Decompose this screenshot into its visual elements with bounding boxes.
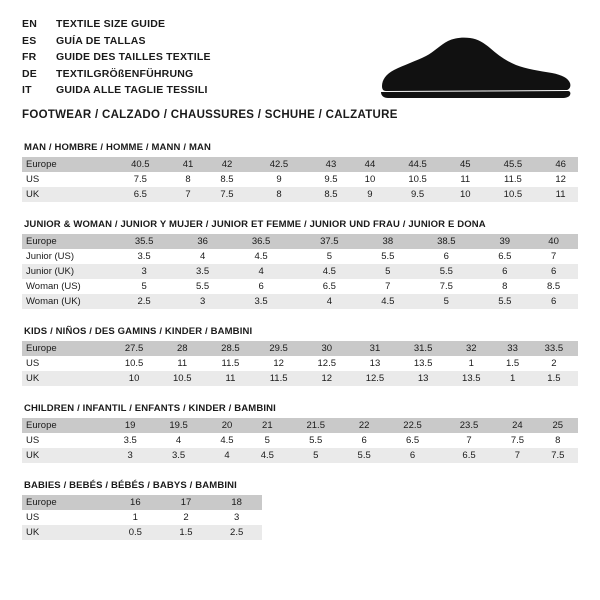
cell: 6 (412, 249, 480, 264)
cell: 39 (480, 234, 529, 249)
cell: 8 (249, 187, 310, 202)
cell: 7 (497, 448, 537, 463)
cell: 4 (207, 448, 247, 463)
cell: 7.5 (497, 433, 537, 448)
cell: 8.5 (529, 279, 578, 294)
size-table-children (22, 418, 578, 463)
cell: 3 (211, 510, 262, 525)
language-code: FR (22, 51, 37, 63)
cell: 4 (227, 264, 295, 279)
cell: 3.5 (227, 294, 295, 309)
language-row (22, 49, 211, 66)
cell: 4 (150, 433, 206, 448)
language-title: TEXTILGRÖßENFÜHRUNG (56, 67, 194, 80)
language-row (22, 82, 211, 99)
table-row (22, 495, 262, 510)
cell: 5.5 (412, 264, 480, 279)
row-label: UK (22, 448, 110, 463)
language-title: GUIDA ALLE TAGLIE TESSILI (56, 84, 208, 96)
cell: 5.5 (480, 294, 529, 309)
cell: 30 (303, 341, 351, 356)
row-label: Woman (US) (22, 279, 110, 294)
cell: 29.5 (255, 341, 303, 356)
cell: 4 (295, 294, 363, 309)
language-row (22, 33, 211, 50)
cell: 3.5 (110, 249, 178, 264)
cell: 6 (344, 433, 384, 448)
cell: 5 (247, 433, 287, 448)
section-title: BABIES / BEBÉS / BÉBÉS / BABYS / BAMBINI (24, 480, 237, 491)
cell: 38 (363, 234, 412, 249)
cell: 18 (211, 495, 262, 510)
cell: 3.5 (110, 433, 150, 448)
cell: 44 (353, 157, 388, 172)
cell: 1 (110, 510, 161, 525)
table-row (22, 172, 578, 187)
language-title-list (22, 16, 211, 99)
table-row (22, 157, 578, 172)
cell: 13 (351, 356, 399, 371)
cell: 13.5 (447, 371, 495, 386)
table-row (22, 510, 262, 525)
cell: 1.5 (530, 371, 578, 386)
cell: 12.5 (351, 371, 399, 386)
cell: 45.5 (483, 157, 544, 172)
cell: 3 (110, 264, 178, 279)
cell: 3 (178, 294, 227, 309)
cell: 5.5 (178, 279, 227, 294)
cell: 10.5 (483, 187, 544, 202)
section-kids (22, 326, 578, 386)
cell: 11 (543, 187, 578, 202)
cell: 13.5 (399, 356, 447, 371)
cell: 6 (480, 264, 529, 279)
cell: 4.5 (247, 448, 287, 463)
cell: 6 (227, 279, 295, 294)
cell: 10.5 (110, 356, 158, 371)
cell: 7 (171, 187, 206, 202)
language-title: GUÍA DE TALLAS (56, 34, 146, 47)
cell: 5 (412, 294, 480, 309)
row-label: US (22, 510, 110, 525)
cell: 2.5 (110, 294, 178, 309)
section-title: CHILDREN / INFANTIL / ENFANTS / KINDER / BAMBINI (24, 403, 276, 414)
cell: 5.5 (363, 249, 412, 264)
cell: 11 (158, 356, 206, 371)
cell: 11.5 (206, 356, 254, 371)
cell: 42.5 (249, 157, 310, 172)
language-code: ES (22, 34, 37, 47)
section-man (22, 142, 578, 202)
row-label: US (22, 356, 110, 371)
cell: 10 (353, 172, 388, 187)
cell: 40 (529, 234, 578, 249)
cell: 40.5 (110, 157, 171, 172)
row-label: Europe (22, 341, 110, 356)
cell: 2 (530, 356, 578, 371)
cell: 4 (178, 249, 227, 264)
cell: 19.5 (150, 418, 206, 433)
cell: 2 (161, 510, 212, 525)
cell: 13 (399, 371, 447, 386)
cell: 5.5 (288, 433, 344, 448)
row-label: UK (22, 371, 110, 386)
cell: 9.5 (387, 187, 448, 202)
table-row (22, 448, 578, 463)
cell: 6 (529, 294, 578, 309)
row-label: Woman (UK) (22, 294, 110, 309)
table-row (22, 433, 578, 448)
cell: 27.5 (110, 341, 158, 356)
size-table-body (22, 341, 578, 386)
cell: 4.5 (363, 294, 412, 309)
language-code: EN (22, 18, 37, 30)
cell: 1 (447, 356, 495, 371)
table-row (22, 249, 578, 264)
cell: 3.5 (178, 264, 227, 279)
cell: 5 (295, 249, 363, 264)
cell: 1 (495, 371, 529, 386)
table-row (22, 279, 578, 294)
cell: 45 (448, 157, 483, 172)
cell: 25 (538, 418, 578, 433)
cell: 38.5 (412, 234, 480, 249)
header (22, 16, 578, 121)
cell: 9 (353, 187, 388, 202)
cell: 36 (178, 234, 227, 249)
table-row (22, 356, 578, 371)
cell: 24 (497, 418, 537, 433)
section-junior-woman (22, 219, 578, 309)
cell: 21 (247, 418, 287, 433)
row-label: Europe (22, 157, 110, 172)
cell: 4.5 (207, 433, 247, 448)
section-children (22, 403, 578, 463)
cell: 7 (363, 279, 412, 294)
cell: 8 (538, 433, 578, 448)
cell: 3 (110, 448, 150, 463)
size-table-kids (22, 341, 578, 386)
dress-shoe-icon (374, 34, 574, 104)
cell: 12.5 (303, 356, 351, 371)
language-title: TEXTILE SIZE GUIDE (56, 18, 166, 30)
cell: 19 (110, 418, 150, 433)
size-table-junior-woman (22, 234, 578, 309)
language-title-list-body (22, 16, 211, 99)
cell: 44.5 (387, 157, 448, 172)
cell: 2.5 (211, 525, 262, 540)
cell: 0.5 (110, 525, 161, 540)
cell: 5 (110, 279, 178, 294)
size-table-body (22, 418, 578, 463)
cell: 11 (448, 172, 483, 187)
language-code: IT (22, 84, 32, 96)
section-title: MAN / HOMBRE / HOMME / MANN / MAN (24, 142, 212, 153)
cell: 3.5 (150, 448, 206, 463)
cell: 41 (171, 157, 206, 172)
table-row (22, 371, 578, 386)
footwear-heading: FOOTWEAR / CALZADO / CHAUSSURES / SCHUHE / CALZATURE (22, 108, 398, 121)
cell: 33 (495, 341, 529, 356)
cell: 10.5 (387, 172, 448, 187)
language-code: DE (22, 67, 37, 80)
cell: 31.5 (399, 341, 447, 356)
cell: 1.5 (161, 525, 212, 540)
cell: 20 (207, 418, 247, 433)
row-label: Junior (US) (22, 249, 110, 264)
cell: 5 (288, 448, 344, 463)
cell: 37.5 (295, 234, 363, 249)
cell: 7 (441, 433, 497, 448)
row-label: UK (22, 525, 110, 540)
cell: 22 (344, 418, 384, 433)
cell: 9.5 (309, 172, 352, 187)
cell: 8.5 (205, 172, 248, 187)
cell: 23.5 (441, 418, 497, 433)
language-title: GUIDE DES TAILLES TEXTILE (56, 51, 211, 63)
row-label: Europe (22, 234, 110, 249)
table-row (22, 341, 578, 356)
cell: 31 (351, 341, 399, 356)
cell: 11 (206, 371, 254, 386)
size-table-man (22, 157, 578, 202)
cell: 36.5 (227, 234, 295, 249)
cell: 6.5 (384, 433, 440, 448)
cell: 33.5 (530, 341, 578, 356)
cell: 22.5 (384, 418, 440, 433)
row-label: Europe (22, 495, 110, 510)
cell: 6.5 (295, 279, 363, 294)
cell: 16 (110, 495, 161, 510)
size-table-babies (22, 495, 262, 540)
cell: 8 (171, 172, 206, 187)
cell: 1.5 (495, 356, 529, 371)
cell: 11.5 (483, 172, 544, 187)
row-label: UK (22, 187, 110, 202)
cell: 6.5 (480, 249, 529, 264)
cell: 9 (249, 172, 310, 187)
size-table-body (22, 234, 578, 309)
cell: 7 (529, 249, 578, 264)
table-row (22, 187, 578, 202)
row-label: US (22, 172, 110, 187)
cell: 10 (448, 187, 483, 202)
cell: 35.5 (110, 234, 178, 249)
cell: 43 (309, 157, 352, 172)
cell: 12 (543, 172, 578, 187)
cell: 8.5 (309, 187, 352, 202)
table-row (22, 294, 578, 309)
cell: 12 (303, 371, 351, 386)
cell: 21.5 (288, 418, 344, 433)
cell: 11.5 (255, 371, 303, 386)
language-row (22, 66, 211, 83)
cell: 17 (161, 495, 212, 510)
cell: 6.5 (110, 187, 171, 202)
cell: 10.5 (158, 371, 206, 386)
table-row (22, 418, 578, 433)
size-table-body (22, 495, 262, 540)
cell: 32 (447, 341, 495, 356)
cell: 7.5 (205, 187, 248, 202)
cell: 6 (529, 264, 578, 279)
cell: 28 (158, 341, 206, 356)
table-row (22, 525, 262, 540)
row-label: Europe (22, 418, 110, 433)
cell: 6 (384, 448, 440, 463)
cell: 4.5 (227, 249, 295, 264)
cell: 42 (205, 157, 248, 172)
table-row (22, 264, 578, 279)
size-table-body (22, 157, 578, 202)
cell: 7.5 (412, 279, 480, 294)
table-row (22, 234, 578, 249)
cell: 8 (480, 279, 529, 294)
section-title: KIDS / NIÑOS / DES GAMINS / KINDER / BAMBINI (24, 326, 253, 337)
section-babies (22, 480, 578, 540)
cell: 5.5 (344, 448, 384, 463)
cell: 7.5 (110, 172, 171, 187)
cell: 10 (110, 371, 158, 386)
cell: 4.5 (295, 264, 363, 279)
cell: 12 (255, 356, 303, 371)
section-title: JUNIOR & WOMAN / JUNIOR Y MUJER / JUNIOR ET FEMME / JUNIOR UND FRAU / JUNIOR E DONA (24, 219, 486, 230)
cell: 5 (363, 264, 412, 279)
cell: 46 (543, 157, 578, 172)
row-label: US (22, 433, 110, 448)
cell: 7.5 (538, 448, 578, 463)
cell: 28.5 (206, 341, 254, 356)
row-label: Junior (UK) (22, 264, 110, 279)
cell: 6.5 (441, 448, 497, 463)
language-row (22, 16, 211, 33)
